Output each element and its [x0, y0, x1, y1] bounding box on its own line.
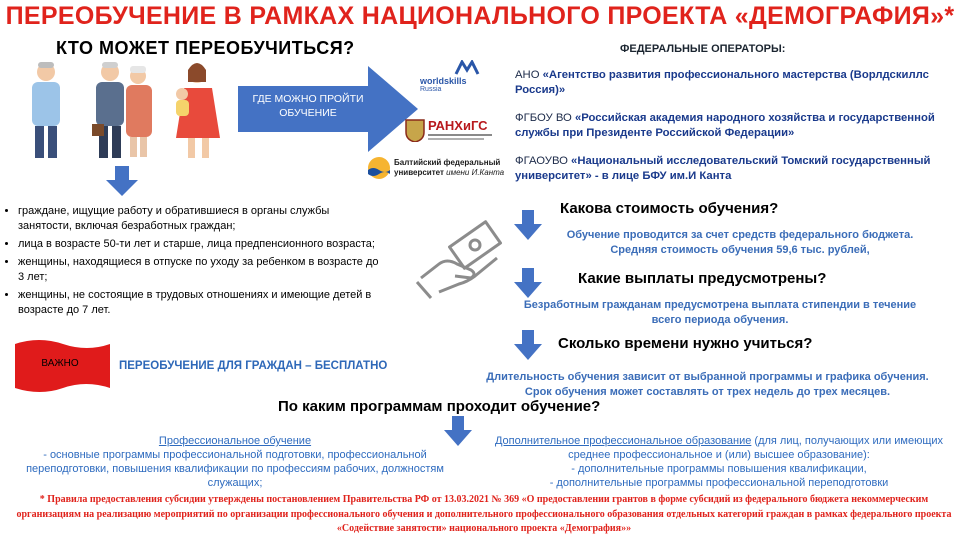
additional-education-item: - дополнительные программы профессиональной переподготовки: [549, 477, 889, 489]
free-retraining-text: ПЕРЕОБУЧЕНИЕ ДЛЯ ГРАЖДАН – БЕСПЛАТНО: [119, 360, 388, 372]
down-arrow: [514, 330, 542, 360]
operator-2: ФГБОУ ВО «Российская академия народного хозяйства и государственной службы при Президенте Российской Федерации»: [515, 112, 935, 139]
who-title: КТО МОЖЕТ ПЕРЕОБУЧИТЬСЯ?: [56, 38, 355, 58]
ranepa-logo: [404, 112, 496, 156]
professional-training-block: [0, 434, 470, 490]
additional-education-title: Дополнительное профессиональное образование (для лиц, получающих или имеющих среднее профессиональное и (или) высшее образование):: [494, 435, 944, 461]
eligible-list: [4, 204, 379, 321]
list-item: • женщины, находящиеся в отпуске по уходу за ребенком в возрасте до 3 лет;: [18, 255, 379, 285]
cost-answer: Обучение проводится за счет средств федерального бюджета. Средняя стоимость обучения 59,6 тыс. рублей,: [566, 229, 914, 256]
worldskills-logo: [420, 60, 500, 100]
page-title: ПЕРЕОБУЧЕНИЕ В РАМКАХ НАЦИОНАЛЬНОГО ПРОЕКТА «ДЕМОГРАФИЯ»*: [5, 2, 955, 30]
down-arrow: [106, 166, 138, 196]
worldskills-country: Russia: [420, 86, 442, 93]
bfu-text-2: университет имени И.Канта: [394, 168, 505, 177]
duration-answer: Длительность обучения зависит от выбранной программы и графика обучения. Срок обучения может составлять от трех недель до трех месяцев.: [486, 371, 929, 398]
professional-training-text: - основные программы профессиональной подготовки, профессиональной переподготовки, повышения квалификации по профессиям рабочих, должностям служащих;: [26, 449, 444, 489]
duration-question: Сколько времени нужно учиться?: [558, 335, 813, 352]
cost-question: Какова стоимость обучения?: [560, 200, 779, 217]
down-arrow: [514, 268, 542, 298]
where-label: ГДЕ МОЖНО ПРОЙТИ ОБУЧЕНИЕ: [252, 93, 364, 119]
worldskills-text: worldskills: [420, 76, 467, 86]
programs-question: По каким программам проходит обучение?: [278, 398, 601, 415]
list-item: • граждане, ищущие работу и обратившиеся в органы службы занятости, включая безработных граждан;: [18, 204, 379, 234]
list-item: • женщины, не состоящие в трудовых отношениях и имеющие детей в возрасте до 7 лет.: [18, 288, 379, 318]
payments-answer: Безработным гражданам предусмотрена выплата стипендии в течение всего периода обучения.: [523, 299, 917, 326]
additional-education-item: - дополнительные программы повышения квалификации,: [571, 463, 867, 475]
bfu-wave-icon: [366, 156, 392, 180]
operator-3: ФГАОУВО «Национальный исследовательский Томский государственный университет» - в лице БФУ им.И Канта: [515, 155, 931, 182]
professional-training-title: Профессиональное обучение: [158, 435, 312, 447]
ranepa-text: РАНХиГС: [428, 118, 488, 133]
ranepa-subtext-line: [428, 138, 484, 140]
hand-money-icon: [415, 220, 515, 300]
footnote: * Правила предоставления субсидии утверждены постановлением Правительства РФ от 13.03.2021 № 369 «О предоставлении грантов в форме субсидий из федерального бюджета некоммерческим организациям на реализацию мероприятий по организации профессионального обучения и дополнительного профессионального образования отдельных категорий граждан в рамках федерального проекта «Содействие занятости» национального проекта «Демография»»: [16, 494, 952, 534]
federal-operators-header: ФЕДЕРАЛЬНЫЕ ОПЕРАТОРЫ:: [620, 43, 786, 55]
list-item: • лица в возрасте 50-ти лет и старше, лица предпенсионного возраста;: [18, 237, 379, 252]
bfu-text-1: Балтийский федеральный: [394, 158, 501, 167]
additional-education-block: [478, 434, 960, 490]
ranepa-subtext-line: [428, 134, 492, 136]
operator-1: АНО «Агентство развития профессионального мастерства (Ворлдскиллс Россия)»: [515, 69, 929, 96]
payments-question: Какие выплаты предусмотрены?: [578, 270, 827, 287]
ranepa-emblem-icon: [404, 118, 426, 142]
important-label: ВАЖНО: [41, 358, 79, 369]
bfu-logo: [366, 156, 506, 186]
people-illustration: [22, 60, 232, 160]
